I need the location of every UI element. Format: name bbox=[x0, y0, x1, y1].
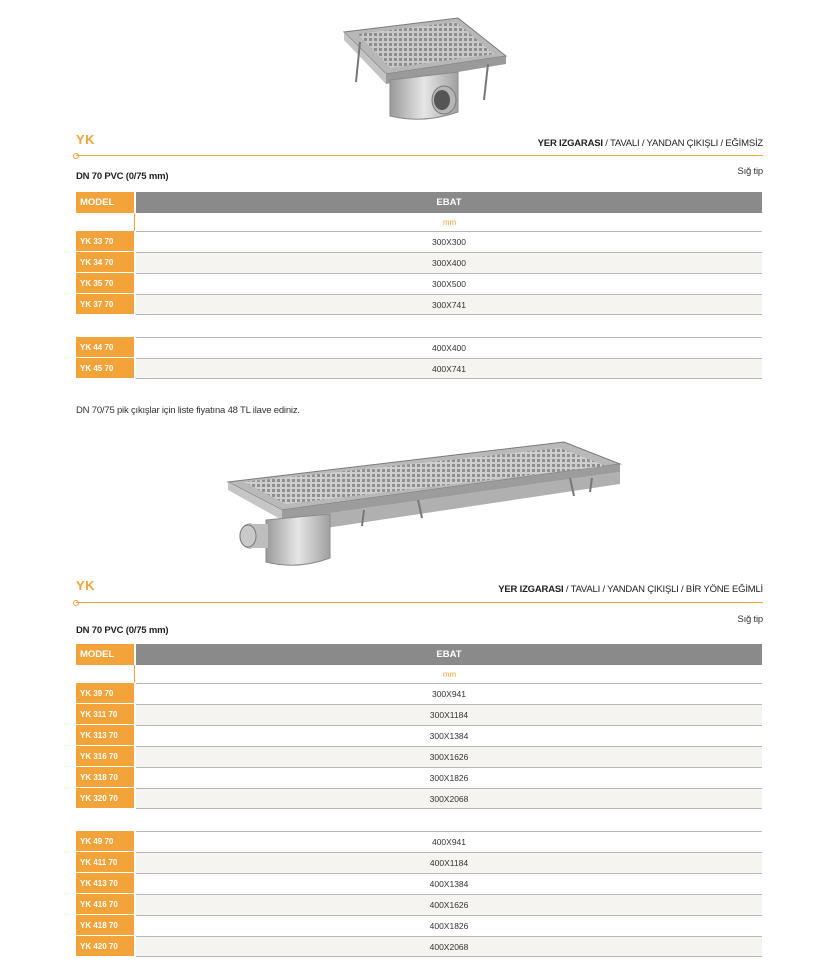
size-cell: 300X300 bbox=[136, 231, 762, 252]
price-note: DN 70/75 pik çıkışlar için liste fiyatına 48 TL ilave ediniz. bbox=[76, 405, 300, 416]
size-cell: 300X1384 bbox=[136, 725, 762, 746]
model-cell: YK 37 70 bbox=[76, 294, 134, 315]
model-cell: YK 316 70 bbox=[76, 746, 134, 767]
size-cell: 400X741 bbox=[136, 358, 762, 379]
section2-descriptor-bold: YER IZGARASI bbox=[498, 584, 564, 595]
section1-descriptor-rest: / TAVALI / YANDAN ÇIKIŞLI / EĞİMSİZ bbox=[602, 138, 763, 149]
section1-table bbox=[76, 192, 762, 379]
section2-descriptor-rest: / TAVALI / YANDAN ÇIKIŞLI / BİR YÖNE EĞİMLİ bbox=[563, 584, 763, 595]
model-cell: YK 49 70 bbox=[76, 831, 134, 852]
unit-row bbox=[76, 213, 762, 231]
table-row bbox=[76, 252, 762, 273]
table-row bbox=[76, 358, 762, 379]
table-row bbox=[76, 704, 762, 725]
table-row bbox=[76, 894, 762, 915]
size-cell: 300X2068 bbox=[136, 788, 762, 809]
model-cell: YK 418 70 bbox=[76, 915, 134, 936]
section1-line-dot bbox=[73, 153, 79, 159]
model-cell: YK 39 70 bbox=[76, 683, 134, 704]
size-cell: 400X1184 bbox=[136, 852, 762, 873]
model-cell: YK 45 70 bbox=[76, 358, 134, 379]
table-header bbox=[76, 192, 762, 213]
model-cell: YK 311 70 bbox=[76, 704, 134, 725]
table-row bbox=[76, 746, 762, 767]
size-cell: 400X400 bbox=[136, 337, 762, 358]
section2-type-note: Sığ tip bbox=[737, 614, 763, 625]
size-cell: 400X1626 bbox=[136, 894, 762, 915]
model-cell: YK 318 70 bbox=[76, 767, 134, 788]
model-cell: YK 320 70 bbox=[76, 788, 134, 809]
size-cell: 300X500 bbox=[136, 273, 762, 294]
section1-divider bbox=[76, 155, 763, 156]
section1-title: YK bbox=[76, 132, 96, 147]
square-floor-drain-image bbox=[338, 12, 510, 124]
table-row bbox=[76, 915, 762, 936]
size-cell: 300X1626 bbox=[136, 746, 762, 767]
table-row bbox=[76, 873, 762, 894]
model-cell: YK 411 70 bbox=[76, 852, 134, 873]
model-cell: YK 420 70 bbox=[76, 936, 134, 957]
size-cell: 400X1826 bbox=[136, 915, 762, 936]
header-size: EBAT bbox=[136, 192, 762, 213]
unit-label: mm bbox=[442, 669, 457, 679]
model-cell: YK 34 70 bbox=[76, 252, 134, 273]
table-row bbox=[76, 788, 762, 809]
section2-title: YK bbox=[76, 578, 96, 593]
channel-floor-drain-image bbox=[226, 438, 622, 568]
size-cell: 400X1384 bbox=[136, 873, 762, 894]
size-cell: 300X741 bbox=[136, 294, 762, 315]
model-cell: YK 44 70 bbox=[76, 337, 134, 358]
header-model: MODEL bbox=[76, 192, 134, 213]
table-row bbox=[76, 725, 762, 746]
section2-dn-label: DN 70 PVC (0/75 mm) bbox=[76, 625, 169, 636]
section1-type-note: Sığ tip bbox=[737, 166, 763, 177]
model-cell: YK 313 70 bbox=[76, 725, 134, 746]
table-row bbox=[76, 337, 762, 358]
table-header bbox=[76, 644, 762, 665]
section2-line-dot bbox=[73, 600, 79, 606]
section2-divider bbox=[76, 602, 763, 603]
size-cell: 300X941 bbox=[136, 683, 762, 704]
size-cell: 300X1826 bbox=[136, 767, 762, 788]
model-cell: YK 35 70 bbox=[76, 273, 134, 294]
table-row bbox=[76, 767, 762, 788]
section1-descriptor-bold: YER IZGARASI bbox=[537, 138, 603, 149]
table-row bbox=[76, 273, 762, 294]
size-cell: 400X2068 bbox=[136, 936, 762, 957]
model-cell: YK 416 70 bbox=[76, 894, 134, 915]
header-model: MODEL bbox=[76, 644, 134, 665]
model-cell: YK 33 70 bbox=[76, 231, 134, 252]
header-size: EBAT bbox=[136, 644, 762, 665]
table-row bbox=[76, 231, 762, 252]
section1-dn-label: DN 70 PVC (0/75 mm) bbox=[76, 171, 169, 182]
unit-label: mm bbox=[442, 217, 457, 227]
table-row bbox=[76, 831, 762, 852]
section1-descriptor bbox=[538, 138, 763, 149]
size-cell: 300X1184 bbox=[136, 704, 762, 725]
table-row bbox=[76, 683, 762, 704]
table-row bbox=[76, 936, 762, 957]
size-cell: 300X400 bbox=[136, 252, 762, 273]
table-row bbox=[76, 294, 762, 315]
size-cell: 400X941 bbox=[136, 831, 762, 852]
section2-descriptor bbox=[498, 584, 763, 595]
section2-table bbox=[76, 644, 762, 957]
unit-row bbox=[76, 665, 762, 683]
table-row bbox=[76, 852, 762, 873]
model-cell: YK 413 70 bbox=[76, 873, 134, 894]
